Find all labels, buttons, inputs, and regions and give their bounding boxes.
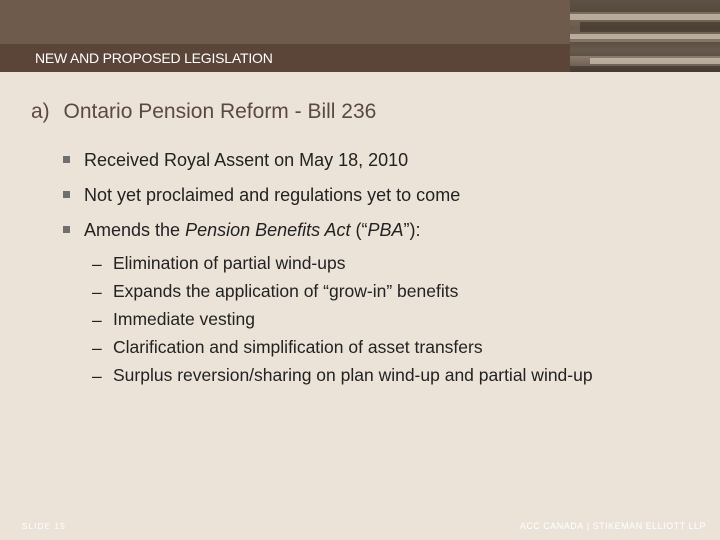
section-title: NEW AND PROPOSED LEGISLATION (35, 50, 273, 66)
sub-bullet-list (92, 250, 672, 390)
square-bullet-icon (63, 226, 70, 233)
sub-bullet-text: Surplus reversion/sharing on plan wind-up and partial wind-up (113, 365, 593, 385)
bullet-text: Received Royal Assent on May 18, 2010 (84, 150, 409, 170)
footer-separator: | (586, 521, 590, 531)
footer-org (520, 521, 706, 531)
square-bullet-icon (63, 156, 70, 163)
sub-bullet-text: Elimination of partial wind-ups (113, 253, 346, 273)
slide-number: SLIDE 15 (22, 522, 66, 531)
bullet-item (63, 150, 683, 171)
header-photo (570, 0, 720, 72)
bullet-text (84, 220, 421, 241)
sub-bullet-item (92, 306, 672, 334)
dash-marker: – (92, 254, 102, 274)
bullet-text: Not yet proclaimed and regulations yet to come (84, 185, 461, 205)
sub-bullet-item (92, 334, 672, 362)
sub-bullet-item (92, 278, 672, 306)
bullet-text-part: (“ (350, 220, 368, 240)
sub-bullet-text: Immediate vesting (113, 309, 256, 329)
slide-heading (31, 100, 376, 124)
footer-org-left: ACC CANADA (519, 521, 584, 531)
bullet-list (63, 150, 683, 255)
sub-bullet-text: Clarification and simplification of asset transfers (113, 337, 483, 357)
heading-text: Ontario Pension Reform - Bill 236 (63, 100, 377, 123)
dash-marker: – (92, 366, 102, 386)
act-name: Pension Benefits Act (185, 220, 351, 240)
sub-bullet-item (92, 362, 672, 390)
bullet-text-part: ”): (403, 220, 421, 240)
bullet-item (63, 185, 683, 206)
dash-marker: – (92, 282, 102, 302)
footer-org-right: STIKEMAN ELLIOTT LLP (592, 521, 706, 531)
act-abbreviation: PBA (367, 220, 404, 240)
sub-bullet-text: Expands the application of “grow-in” benefits (113, 281, 459, 301)
bullet-text-part: Amends the (84, 220, 186, 240)
bullet-item (63, 220, 683, 241)
dash-marker: – (92, 310, 102, 330)
sub-bullet-item (92, 250, 672, 278)
heading-marker: a) (31, 100, 50, 123)
dash-marker: – (92, 338, 102, 358)
square-bullet-icon (63, 191, 70, 198)
header-bar (0, 0, 720, 72)
